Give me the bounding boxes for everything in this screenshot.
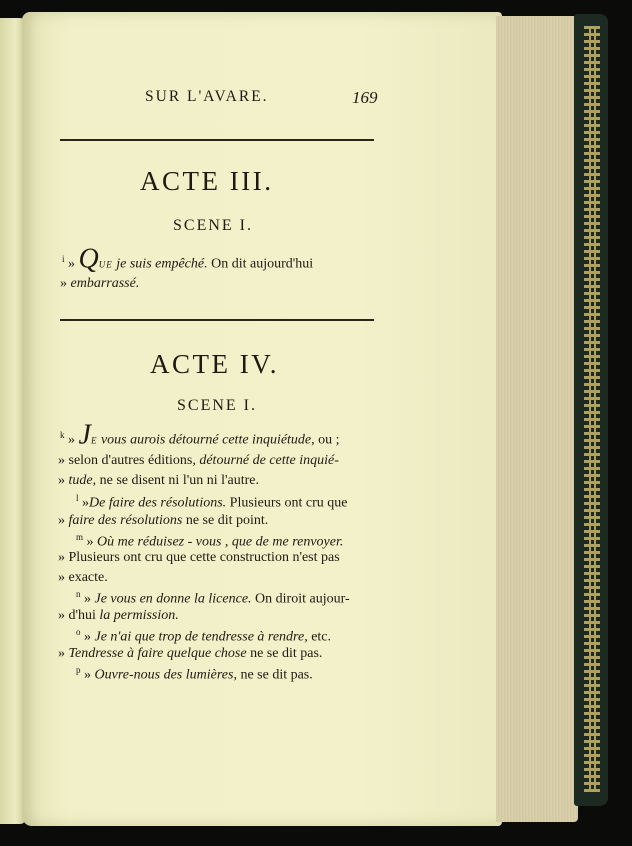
act-3-scene-title: SCENE I. <box>173 217 253 234</box>
note-k-line-2 <box>58 453 339 469</box>
quote-mark: » <box>58 513 65 528</box>
small-caps: UE <box>98 259 113 270</box>
note-italic: Je n'ai que trop de tendresse à rendre <box>94 629 305 645</box>
page-edges <box>496 16 578 822</box>
note-mark: n <box>76 589 81 599</box>
note-text: d'hui <box>68 608 96 623</box>
quote-mark: » <box>58 453 65 468</box>
note-italic: Je vous en donne la licence. <box>94 591 252 607</box>
note-italic: je suis empêché. <box>116 256 208 272</box>
note-m-line-2 <box>58 550 340 566</box>
header-rule <box>60 139 374 141</box>
note-text: On diroit aujour- <box>255 591 350 607</box>
note-k-line-1 <box>60 419 340 451</box>
running-title: SUR L'AVARE. <box>145 88 269 105</box>
note-m-line-3 <box>58 570 108 586</box>
note-text: , ne se dit pas. <box>233 667 313 683</box>
act-4-scene-title: SCENE I. <box>177 397 257 414</box>
note-o-line-1 <box>76 627 331 646</box>
note-text: , ou ; <box>311 432 340 448</box>
note-mark: p <box>76 665 81 675</box>
quote-mark: » <box>58 608 65 623</box>
drop-capital: J <box>78 419 91 451</box>
note-text: , ne se disent ni l'un ni l'autre. <box>92 473 260 488</box>
note-mark: k <box>60 430 65 440</box>
note-italic: tude <box>68 473 93 488</box>
quote-mark: » <box>84 629 91 645</box>
act-3-title: ACTE III. <box>140 166 274 196</box>
note-i-line-2 <box>60 276 139 292</box>
book-page <box>22 12 502 826</box>
quote-mark: » <box>58 473 65 488</box>
quote-mark: » <box>68 256 76 272</box>
page-number: 169 <box>352 88 378 107</box>
note-p-line-1 <box>76 665 313 684</box>
act-4-title: ACTE IV. <box>150 349 280 379</box>
note-italic: Tendresse à faire quelque chose <box>68 646 247 661</box>
note-italic: embarrassé. <box>70 276 140 291</box>
note-k-line-3 <box>58 473 259 489</box>
act-divider-rule <box>60 319 374 321</box>
quote-mark: » <box>82 495 90 511</box>
note-mark: i <box>62 254 65 264</box>
note-italic: faire des résolutions <box>68 513 183 528</box>
note-text: exacte. <box>68 570 108 585</box>
note-mark: o <box>76 627 81 637</box>
note-italic: détourné de cette inquié- <box>199 453 339 468</box>
note-l-line-1 <box>76 493 347 512</box>
note-text: Plusieurs ont cru que cette construction n'est pas <box>68 550 340 565</box>
note-text: Plusieurs ont cru que <box>229 495 348 511</box>
note-i-line-1 <box>62 243 314 275</box>
note-text: selon d'autres éditions, <box>68 453 196 468</box>
note-italic: vous aurois détourné cette inquiétude <box>100 432 312 448</box>
note-mark: l <box>76 493 79 503</box>
note-m-line-1 <box>76 532 343 551</box>
quote-mark: » <box>60 276 67 291</box>
note-text: , etc. <box>304 629 332 645</box>
note-text: On dit aujourd'hui <box>211 256 314 272</box>
cover-greek-key-border <box>584 26 600 792</box>
quote-mark: » <box>84 591 91 607</box>
note-n-line-1 <box>76 589 350 608</box>
note-l-line-2 <box>58 513 268 529</box>
quote-mark: » <box>58 570 65 585</box>
note-italic: Ouvre-nous des lumières <box>94 667 234 683</box>
drop-capital: Q <box>78 243 99 275</box>
quote-mark: » <box>58 646 65 661</box>
quote-mark: » <box>84 667 91 683</box>
quote-mark: » <box>68 432 75 448</box>
note-italic: De faire des résolutions. <box>89 495 227 511</box>
small-caps: E <box>90 435 98 446</box>
note-italic: la permission. <box>99 608 179 623</box>
note-italic: Où me réduisez - vous , que de me renvoyer. <box>97 534 344 550</box>
note-o-line-2 <box>58 646 322 662</box>
quote-mark: » <box>58 550 65 565</box>
note-text: ne se dit point. <box>185 513 269 528</box>
note-mark: m <box>76 532 84 542</box>
note-n-line-2 <box>58 608 179 624</box>
note-text: ne se dit pas. <box>250 646 323 661</box>
quote-mark: » <box>86 534 94 550</box>
